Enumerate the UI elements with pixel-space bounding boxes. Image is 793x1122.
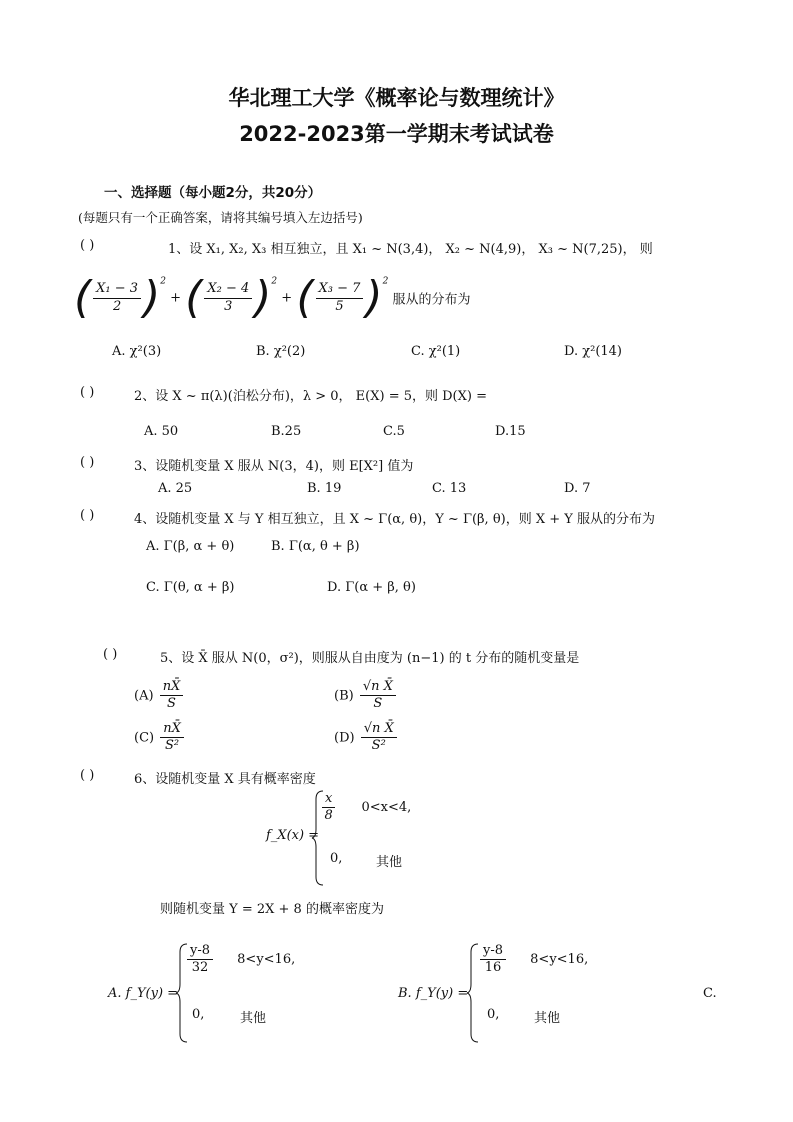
q1-f3-num: X₃ − 7 — [316, 282, 364, 298]
q6-density-label: f_X(x) = — [266, 828, 320, 843]
q2-option-c[interactable]: C.5 — [383, 424, 405, 439]
q3-option-c[interactable]: C. 13 — [432, 481, 467, 496]
q6-option-b-other: 其他 — [534, 1011, 561, 1026]
q1-f1-num: X₁ − 3 — [93, 282, 141, 298]
q2-stem: 2、设 X ~ π(λ)(泊松分布)，λ > 0， E(X) = 5，则 D(X) = — [134, 389, 487, 404]
q6-option-b-label[interactable]: B. f_Y(y) = — [398, 986, 469, 1001]
q1-f2-den: 3 — [224, 298, 233, 314]
q1-answer-paren[interactable]: ( ) — [80, 238, 95, 253]
section-instruction: (每题只有一个正确答案，请将其编号填入左边括号) — [78, 210, 363, 225]
q2-answer-paren[interactable]: ( ) — [80, 385, 95, 400]
q5-answer-paren[interactable]: ( ) — [103, 647, 118, 662]
q6-case1: $\frac{x}{8}$ 0<x<4, — [320, 792, 411, 824]
q1-f1-den: 2 — [112, 298, 122, 314]
q2-option-b[interactable]: B.25 — [271, 424, 302, 439]
q5-option-b[interactable]: (B) $\frac{\text{√n X̄}}{S}$ — [334, 680, 398, 712]
q2-option-d[interactable]: D.15 — [495, 424, 526, 439]
q4-option-d[interactable]: D. Γ(α + β, θ) — [327, 580, 416, 595]
q3-stem: 3、设随机变量 X 服从 N(3，4)，则 E[X²] 值为 — [134, 459, 414, 474]
section-heading: 一、选择题（每小题2分，共20分） — [104, 185, 322, 201]
q6-case2-val: 0, — [330, 851, 343, 866]
q3-answer-paren[interactable]: ( ) — [80, 455, 95, 470]
q6-stem: 6、设随机变量 X 具有概率密度 — [134, 772, 316, 787]
q6-case2-cond: 其他 — [376, 855, 403, 870]
q1-option-d[interactable]: D. χ²(14) — [564, 344, 622, 359]
q1-f3-den: 5 — [335, 298, 344, 314]
q5-option-c[interactable]: (C) $\frac{nX̄}{\text{S²}}$ — [134, 722, 186, 754]
exam-subtitle: 2022-2023第一学期末考试试卷 — [239, 122, 554, 146]
q3-option-d[interactable]: D. 7 — [564, 481, 591, 496]
q4-option-a[interactable]: A. Γ(β, α + θ) — [146, 539, 235, 554]
q3-option-b[interactable]: B. 19 — [307, 481, 342, 496]
q6-then: 则随机变量 Y = 2X + 8 的概率密度为 — [160, 902, 384, 917]
q1-option-c[interactable]: C. χ²(1) — [411, 344, 461, 359]
q4-option-c[interactable]: C. Γ(θ, α + β) — [146, 580, 235, 595]
q4-option-b[interactable]: B. Γ(α, θ + β) — [271, 539, 360, 554]
q4-stem: 4、设随机变量 X 与 Y 相互独立，且 X ~ Γ(α, θ)，Y ~ Γ(β, θ)，则 X + Y 服从的分布为 — [134, 512, 655, 527]
q1-expression: ( $\frac{\text{X₁ − 3}}{2}$ )$^2$ + ( $\frac{\text{X₂ − 4}}{3}$ )$^2$ + ( $\frac{\text{X₃ − 7}}{5}$ )$^2$ 服从的分布为 — [74, 272, 471, 323]
q6-option-a-label[interactable]: A. f_Y(y) = — [108, 986, 179, 1001]
q6-option-a-zero: 0, — [192, 1007, 205, 1022]
exam-title: 华北理工大学《概率论与数理统计》 — [228, 86, 565, 110]
q6-option-a-case1: $\frac{y-8}{32}$ 8<y<16, — [185, 944, 295, 976]
q6-option-b-case1: $\frac{y-8}{16}$ 8<y<16, — [478, 944, 588, 976]
q4-answer-paren[interactable]: ( ) — [80, 508, 95, 523]
q3-option-a[interactable]: A. 25 — [158, 481, 193, 496]
q2-option-a[interactable]: A. 50 — [144, 424, 179, 439]
q6-option-c-label[interactable]: C. — [703, 986, 717, 1001]
q5-option-d[interactable]: (D) $\frac{\text{√n X̄}}{\text{S²}}$ — [334, 722, 399, 754]
q6-answer-paren[interactable]: ( ) — [80, 768, 95, 783]
q5-option-a[interactable]: (A) $\frac{nX̄}{S}$ — [134, 680, 185, 712]
q1-tail: 服从的分布为 — [392, 292, 471, 308]
q1-f2-num: X₂ − 4 — [204, 282, 252, 298]
q6-option-b-zero: 0, — [487, 1007, 500, 1022]
q5-stem: 5、设 X̄ 服从 N(0，σ²)，则服从自由度为 (n−1) 的 t 分布的随机变量是 — [160, 651, 580, 666]
q1-stem: 1、设 X₁, X₂, X₃ 相互独立，且 X₁ ~ N(3,4)， X₂ ~ N(4,9)， X₃ ~ N(7,25)， 则 — [168, 242, 653, 257]
q1-option-a[interactable]: A. χ²(3) — [112, 344, 162, 359]
q1-option-b[interactable]: B. χ²(2) — [256, 344, 306, 359]
q6-option-a-other: 其他 — [240, 1011, 267, 1026]
